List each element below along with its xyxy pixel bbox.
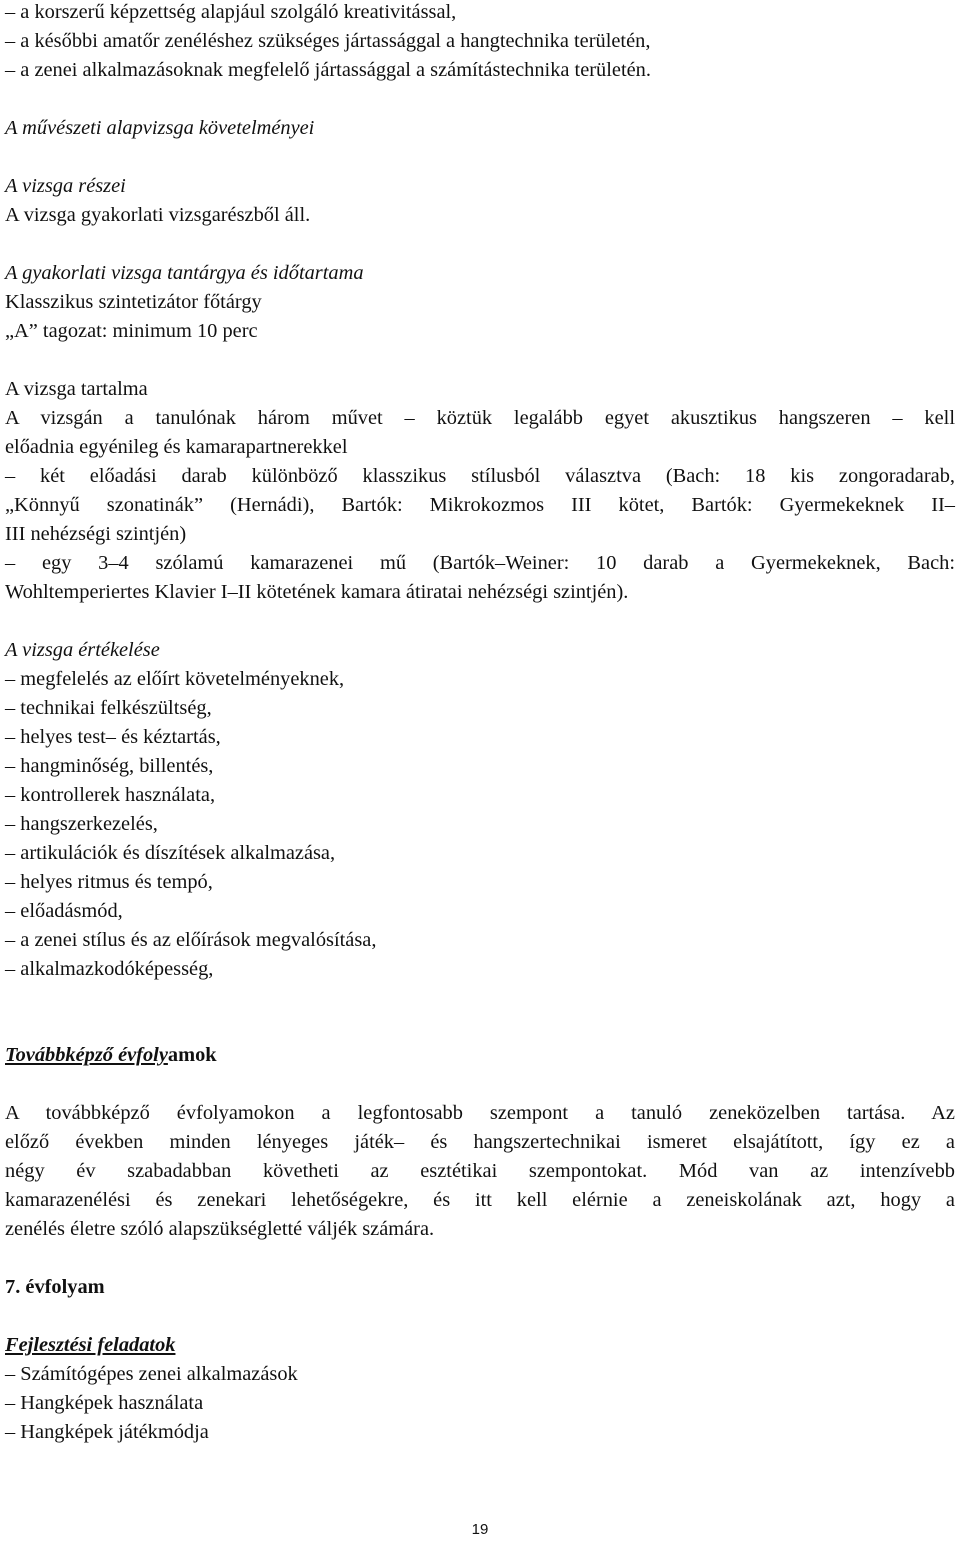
page-number: 19 [471,1521,489,1538]
list-item: – Hangképek használata [5,1392,204,1414]
list-item: – hangszerkezelés, [5,813,158,835]
paragraph-line: „A” tagozat: minimum 10 perc [5,320,258,342]
list-item: – helyes test– és kéztartás, [5,726,221,748]
paragraph-line: A továbbképző évfolyamokon a legfontosabb szempont a tanuló zeneközelben tartása. Az [5,1102,955,1124]
intro-line: – a korszerű képzettség alapjául szolgáló kreativitással, [5,1,457,23]
paragraph-line: A vizsgán a tanulónak három művet – köztük legalább egyet akusztikus hangszeren – kell [5,407,955,429]
list-item: – előadásmód, [5,900,123,922]
section-heading [5,1043,217,1067]
paragraph-line: négy év szabadabban követheti az esztétikai szempontokat. Mód van az intenzívebb [5,1160,955,1182]
subheading: Fejlesztési feladatok [5,1334,176,1356]
list-item: – alkalmazkodóképesség, [5,958,214,980]
list-item: – kontrollerek használata, [5,784,216,806]
heading-part: amok [167,1044,217,1066]
paragraph-line: Wohltemperiertes Klavier I–II kötetének kamara átiratai nehézségi szintjén). [5,581,629,603]
heading-part: Továbbképző évfoly [5,1044,168,1066]
section-heading: A művészeti alapvizsga követelményei [5,117,315,139]
list-item: – helyes ritmus és tempó, [5,871,213,893]
paragraph-line: A vizsga gyakorlati vizsgarészből áll. [5,204,311,226]
subheading: A vizsga tartalma [5,378,148,400]
list-item: – artikulációk és díszítések alkalmazása, [5,842,336,864]
list-item: – Hangképek játékmódja [5,1421,209,1443]
section-heading: 7. évfolyam [5,1276,105,1298]
paragraph-line: zenélés életre szóló alapszükségletté váljék számára. [5,1218,435,1240]
paragraph-line: „Könnyű szonatinák” (Hernádi), Bartók: Mikrokozmos III kötet, Bartók: Gyermekeknek II– [5,494,955,516]
intro-line: – a későbbi amatőr zenéléshez szükséges jártassággal a hangtechnika területén, [5,30,651,52]
paragraph-line: előző években minden lényeges játék– és hangszertechnikai ismeret elsajátított, így ez a [5,1131,955,1153]
list-item: – megfelelés az előírt követelményeknek, [5,668,345,690]
subheading: A vizsga részei [5,175,126,197]
paragraph-line: kamarazenélési és zenekari lehetőségekre, és itt kell elérnie a zeneiskolának azt, hogy a [5,1189,955,1211]
intro-line: – a zenei alkalmazásoknak megfelelő jártassággal a számítástechnika területén. [5,59,651,81]
subheading: A gyakorlati vizsga tantárgya és időtartama [5,262,364,284]
list-item: – hangminőség, billentés, [5,755,214,777]
paragraph-line: – egy 3–4 szólamú kamarazenei mű (Bartók–Weiner: 10 darab a Gyermekeknek, Bach: [5,552,955,574]
list-item: – technikai felkészültség, [5,697,212,719]
list-item: – a zenei stílus és az előírások megvalósítása, [5,929,377,951]
paragraph-line: Klasszikus szintetizátor főtárgy [5,291,262,313]
paragraph-line: előadnia egyénileg és kamarapartnerekkel [5,436,348,458]
paragraph-line: III nehézségi szintjén) [5,523,187,545]
subheading: A vizsga értékelése [5,639,160,661]
paragraph-line: – két előadási darab különböző klasszikus stílusból választva (Bach: 18 kis zongoradarab, [5,465,955,487]
list-item: – Számítógépes zenei alkalmazások [5,1363,298,1385]
